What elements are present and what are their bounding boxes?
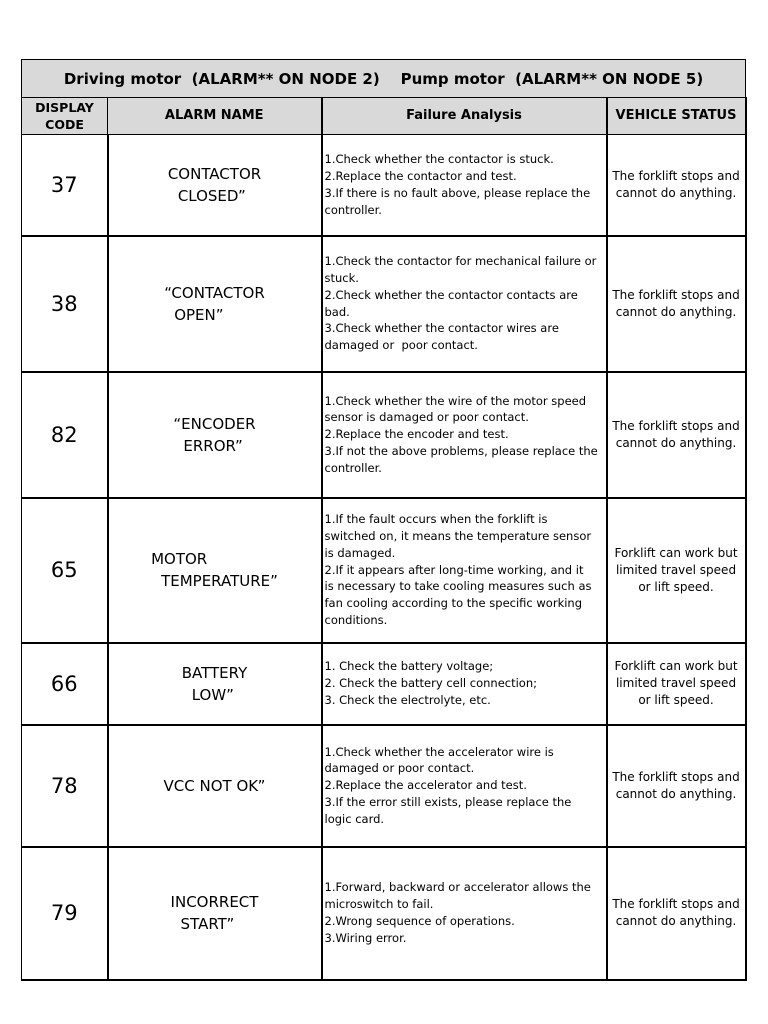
failure-analysis: [322, 498, 607, 643]
failure-analysis-line: is damaged.: [324, 545, 396, 560]
table-row: [22, 236, 746, 372]
alarm-name-line: OPEN”: [174, 305, 224, 324]
alarm-name-text: [173, 413, 255, 457]
failure-analysis-line: 2.If it appears after long-time working, and it: [324, 562, 584, 577]
alarm-name: [108, 847, 322, 980]
table-row: [22, 372, 746, 498]
alarm-name-line: INCORRECT: [170, 893, 259, 911]
table-title: Driving motor (ALARM** ON NODE 2) Pump motor (ALARM** ON NODE 5): [22, 60, 746, 98]
failure-analysis-line: 2.Check whether the contactor contacts are: [324, 287, 578, 302]
vehicle-status: [607, 847, 746, 980]
failure-analysis: [322, 725, 607, 847]
alarm-name: [108, 498, 322, 643]
failure-analysis-line: 3. Check the electrolyte, etc.: [324, 692, 491, 707]
failure-analysis-line: is necessary to take cooling measures such as: [324, 579, 592, 594]
failure-analysis-line: 3.Wiring error.: [324, 930, 407, 945]
header-display-code-line2: CODE: [45, 117, 84, 132]
failure-analysis-line: 2.Replace the encoder and test.: [324, 427, 509, 442]
failure-analysis-line: 3.Check whether the contactor wires are: [324, 321, 559, 336]
display-code: 37: [22, 135, 108, 236]
header-vehicle-status: VEHICLE STATUS: [607, 98, 746, 135]
failure-analysis-line: switched on, it means the temperature sensor: [324, 529, 592, 543]
failure-analysis-line: logic card.: [324, 811, 385, 826]
vehicle-status-line: cannot do anything.: [615, 304, 737, 319]
vehicle-status-line: cannot do anything.: [615, 185, 737, 200]
alarm-name-line: “CONTACTOR: [164, 283, 265, 302]
display-code: 65: [22, 498, 108, 643]
vehicle-status-line: limited travel speed: [615, 562, 737, 577]
failure-analysis-line: 1.If the fault occurs when the forklift is: [324, 512, 548, 527]
header-display-code-line1: DISPLAY: [35, 100, 94, 115]
vehicle-status: [607, 498, 746, 643]
alarm-name-text: [164, 775, 266, 797]
vehicle-status-line: The forklift stops and: [612, 418, 740, 433]
failure-analysis-line: 1.Check whether the accelerator wire is: [324, 744, 554, 759]
table-row: [22, 725, 746, 847]
failure-analysis-line: 3.If there is no fault above, please replace the: [324, 185, 591, 200]
alarm-name: [108, 372, 322, 498]
failure-analysis-line: controller.: [324, 202, 382, 217]
alarm-name-text: [151, 548, 278, 592]
failure-analysis-line: bad.: [324, 304, 350, 319]
alarm-name-line: VCC NOT OK”: [163, 776, 266, 795]
failure-analysis-line: 1.Forward, backward or accelerator allows the: [324, 880, 591, 895]
alarm-name: [108, 236, 322, 372]
vehicle-status: [607, 135, 746, 236]
failure-analysis-line: 3.If not the above problems, please replace the: [324, 443, 598, 458]
vehicle-status-line: cannot do anything.: [615, 914, 737, 928]
failure-analysis-line: damaged or poor contact.: [324, 761, 475, 776]
vehicle-status-line: The forklift stops and: [612, 897, 740, 911]
display-code: 82: [22, 372, 108, 498]
alarm-name-line: START”: [180, 915, 235, 933]
alarm-name-text: [182, 662, 248, 706]
failure-analysis-line: 1.Check the contactor for mechanical failure or: [324, 254, 597, 269]
failure-analysis: [322, 847, 607, 980]
failure-analysis: [322, 372, 607, 498]
failure-analysis-line: 1.Check whether the wire of the motor speed: [324, 393, 587, 408]
alarm-name-line: CLOSED”: [177, 186, 246, 205]
vehicle-status-line: The forklift stops and: [612, 287, 740, 302]
header-alarm-name: ALARM NAME: [108, 98, 322, 135]
failure-analysis-line: sensor is damaged or poor contact.: [324, 410, 529, 425]
vehicle-status-line: Forklift can work but: [614, 545, 738, 560]
vehicle-status: [607, 643, 746, 725]
failure-analysis-line: 2. Check the battery cell connection;: [324, 676, 537, 691]
failure-analysis-line: damaged or poor contact.: [324, 338, 478, 353]
alarm-name: [108, 725, 322, 847]
failure-analysis: [322, 135, 607, 236]
table-row: [22, 498, 746, 643]
vehicle-status-line: or lift speed.: [638, 693, 714, 707]
failure-analysis: [322, 236, 607, 372]
vehicle-status-line: cannot do anything.: [615, 786, 737, 801]
table-row: [22, 643, 746, 725]
vehicle-status-line: or lift speed.: [638, 579, 714, 594]
failure-analysis-line: 3.If the error still exists, please replace the: [324, 794, 572, 809]
failure-analysis: [322, 643, 607, 725]
alarm-name-text: [171, 891, 259, 935]
display-code: 78: [22, 725, 108, 847]
alarm-table: [21, 59, 747, 981]
display-code: 79: [22, 847, 108, 980]
alarm-name: [108, 643, 322, 725]
vehicle-status-line: The forklift stops and: [612, 769, 740, 784]
failure-analysis-line: 2.Wrong sequence of operations.: [324, 914, 515, 928]
failure-analysis-line: 1.Check whether the contactor is stuck.: [324, 152, 554, 167]
vehicle-status: [607, 725, 746, 847]
alarm-name-line: ERROR”: [183, 436, 243, 455]
alarm-name-line: MOTOR: [151, 550, 208, 568]
vehicle-status-line: limited travel speed: [615, 676, 737, 690]
vehicle-status: [607, 236, 746, 372]
alarm-name-line: CONTACTOR: [167, 164, 262, 183]
failure-analysis-line: stuck.: [324, 270, 359, 285]
display-code: 66: [22, 643, 108, 725]
vehicle-status: [607, 372, 746, 498]
alarm-name-text: [164, 282, 265, 326]
vehicle-status-line: Forklift can work but: [614, 659, 738, 673]
vehicle-status-line: The forklift stops and: [612, 168, 740, 183]
failure-analysis-line: conditions.: [324, 612, 388, 627]
alarm-name: [108, 135, 322, 236]
failure-analysis-line: controller.: [324, 460, 382, 475]
display-code: 38: [22, 236, 108, 372]
table-row: [22, 135, 746, 236]
failure-analysis-line: 1. Check the battery voltage;: [324, 659, 494, 674]
alarm-name-line: LOW”: [191, 685, 234, 704]
vehicle-status-line: cannot do anything.: [615, 435, 737, 450]
alarm-name-line: TEMPERATURE”: [161, 572, 278, 590]
failure-analysis-line: 2.Replace the accelerator and test.: [324, 778, 527, 793]
table-row: [22, 847, 746, 980]
alarm-name-line: BATTERY: [181, 663, 248, 682]
failure-analysis-line: 2.Replace the contactor and test.: [324, 168, 517, 183]
header-display-code: [22, 98, 108, 135]
failure-analysis-line: fan cooling according to the specific working: [324, 596, 583, 611]
header-failure-analysis: Failure Analysis: [322, 98, 607, 135]
alarm-name-text: [168, 163, 261, 207]
failure-analysis-line: microswitch to fail.: [324, 897, 434, 912]
alarm-name-line: “ENCODER: [173, 414, 256, 433]
